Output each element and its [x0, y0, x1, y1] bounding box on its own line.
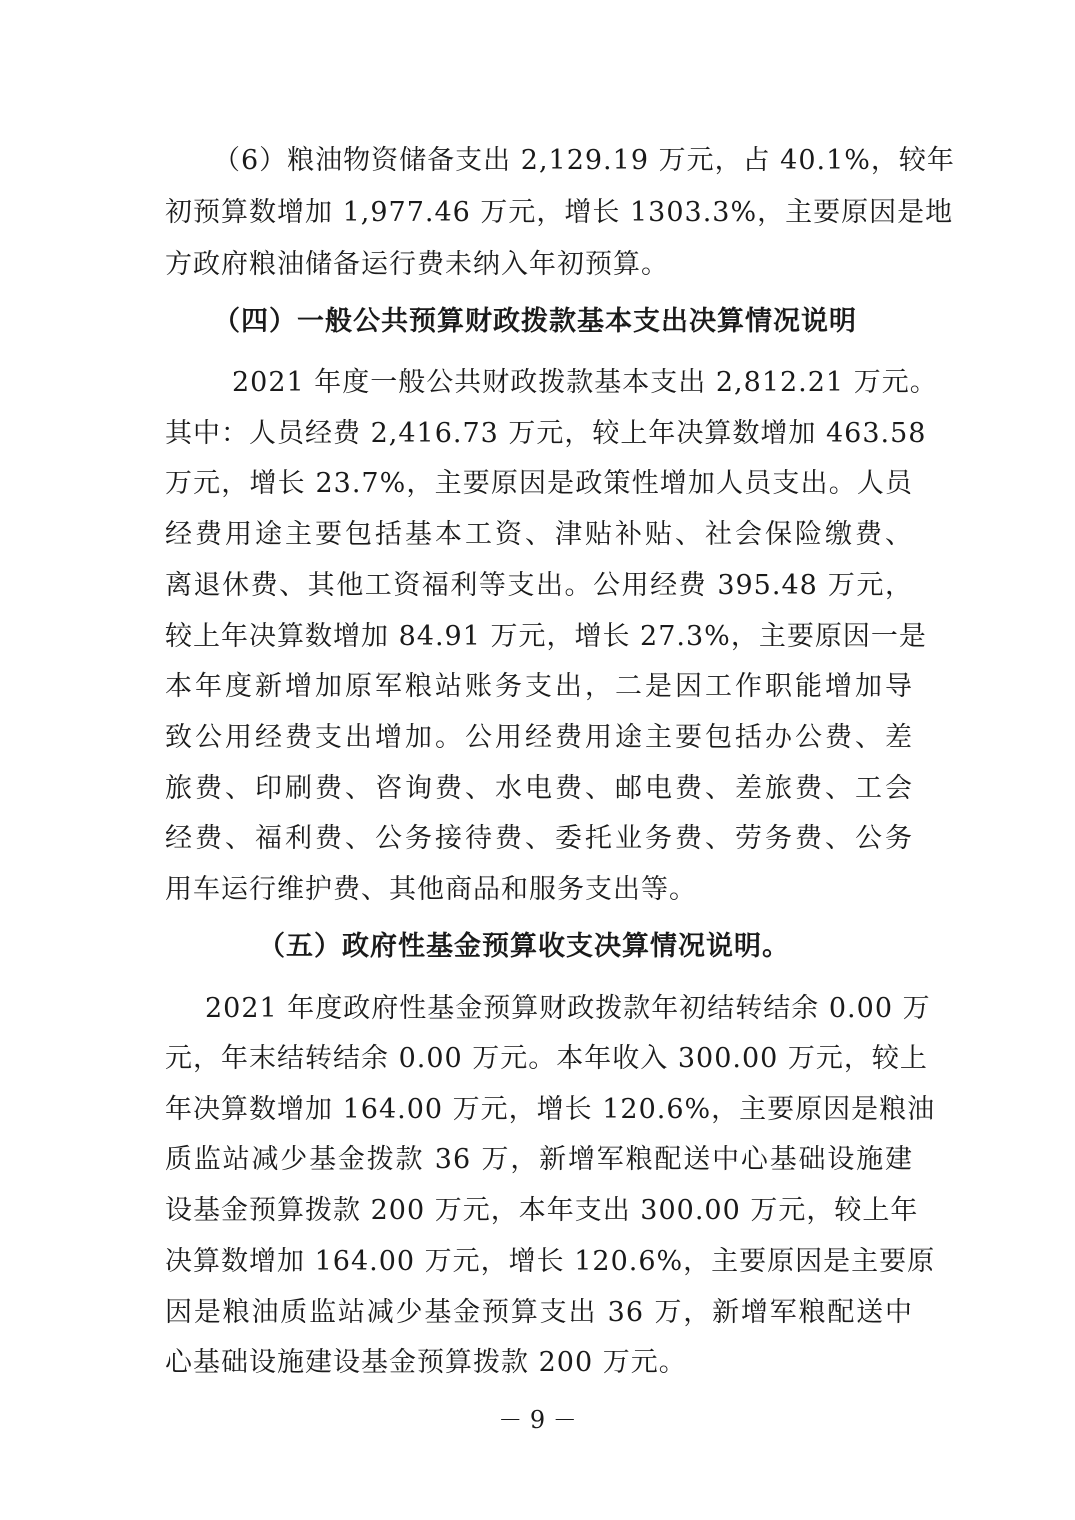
section-heading-government-fund: （五）政府性基金预算收支决算情况说明。 [258, 931, 790, 962]
text-line: （6）粮油物资储备支出 2,129.19 万元，占 40.1%，较年 [213, 145, 955, 176]
text-line: 年决算数增加 164.00 万元，增长 120.6%，主要原因是粮油 [165, 1094, 936, 1125]
section-heading-basic-expenditure: （四）一般公共预算财政拨款基本支出决算情况说明 [213, 306, 857, 337]
text-line: 质监站减少基金拨款 36 万，新增军粮配送中心基础设施建 [165, 1144, 913, 1175]
text-line: 经费、福利费、公务接待费、委托业务费、劳务费、公务 [165, 823, 913, 854]
text-line: 方政府粮油储备运行费未纳入年初预算。 [165, 249, 669, 280]
text-line: 心基础设施建设基金预算拨款 200 万元。 [165, 1347, 687, 1378]
text-line: 本年度新增加原军粮站账务支出，二是因工作职能增加导 [165, 671, 913, 702]
text-line: 因是粮油质监站减少基金预算支出 36 万，新增军粮配送中 [165, 1297, 913, 1328]
text-line: 其中：人员经费 2,416.73 万元，较上年决算数增加 463.58 [165, 418, 927, 449]
text-line: 较上年决算数增加 84.91 万元，增长 27.3%，主要原因一是 [165, 621, 927, 652]
text-line: 元，年末结转结余 0.00 万元。本年收入 300.00 万元，较上 [165, 1043, 928, 1074]
text-line: 初预算数增加 1,977.46 万元，增长 1303.3%，主要原因是地 [165, 197, 954, 228]
page-number: － 9 － [498, 1406, 577, 1434]
text-line: 致公用经费支出增加。公用经费用途主要包括办公费、差 [165, 722, 913, 753]
text-line: 2021 年度一般公共财政拨款基本支出 2,812.21 万元。 [232, 367, 938, 398]
text-line: 用车运行维护费、其他商品和服务支出等。 [165, 874, 697, 905]
text-line: 旅费、印刷费、咨询费、水电费、邮电费、差旅费、工会 [165, 773, 913, 804]
text-line: 经费用途主要包括基本工资、津贴补贴、社会保险缴费、 [165, 519, 913, 550]
text-line: 决算数增加 164.00 万元，增长 120.6%，主要原因是主要原 [165, 1246, 936, 1277]
text-line: 设基金预算拨款 200 万元，本年支出 300.00 万元，较上年 [165, 1195, 919, 1226]
text-line: 万元，增长 23.7%，主要原因是政策性增加人员支出。人员 [165, 468, 913, 499]
text-line: 离退休费、其他工资福利等支出。公用经费 395.48 万元， [165, 570, 913, 601]
text-line: 2021 年度政府性基金预算财政拨款年初结转结余 0.00 万 [205, 993, 931, 1024]
